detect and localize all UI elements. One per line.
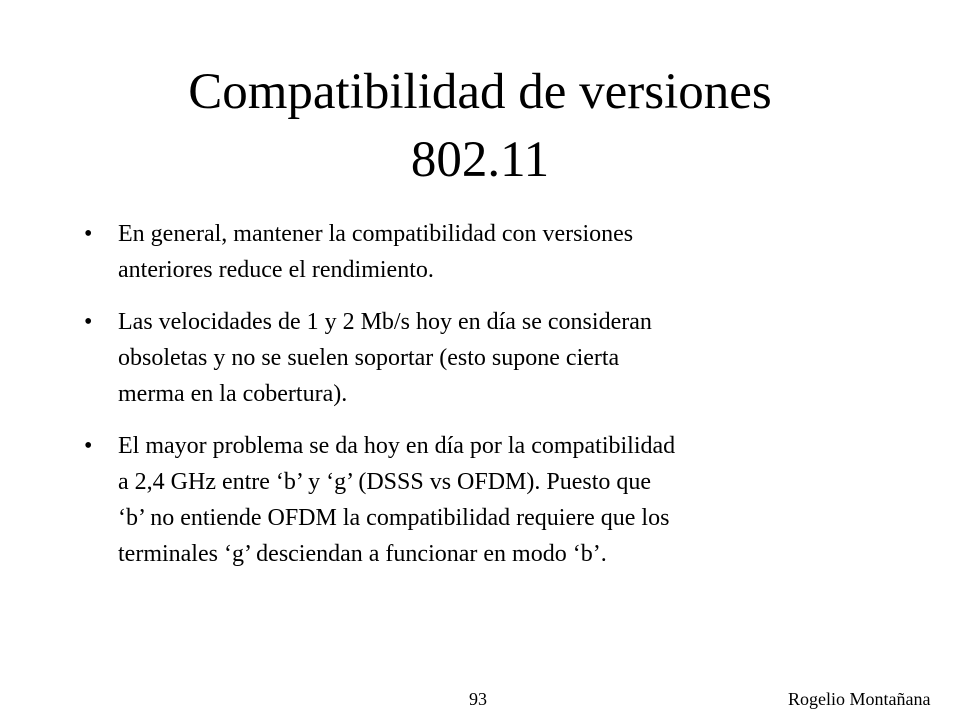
bullet-dot-icon: • (84, 309, 93, 335)
bullet-dot-icon: • (84, 433, 93, 459)
bullet-line: anteriores reduce el rendimiento. (118, 257, 434, 283)
bullet-line: ‘b’ no entiende OFDM la compatibilidad requiere que los (118, 505, 670, 531)
bullet-item (84, 304, 874, 412)
bullet-line: merma en la cobertura). (118, 381, 348, 407)
bullet-dot-icon: • (84, 221, 93, 247)
bullet-line: El mayor problema se da hoy en día por la compatibilidad (118, 433, 676, 459)
bullet-text (118, 216, 874, 288)
title-line: 802.11 (410, 132, 550, 188)
bullet-line: a 2,4 GHz entre ‘b’ y ‘g’ (DSSS vs OFDM). Puesto que (118, 469, 652, 495)
bullet-list (84, 216, 874, 588)
bullet-item (84, 216, 874, 288)
bullet-line: obsoletas y no se suelen soportar (esto supone cierta (118, 345, 620, 371)
title-line: Compatibilidad de versiones (188, 64, 772, 120)
bullet-line: terminales ‘g’ desciendan a funcionar en modo ‘b’. (118, 541, 607, 567)
bullet-item (84, 428, 874, 572)
slide-title (80, 58, 880, 194)
bullet-line: Las velocidades de 1 y 2 Mb/s hoy en día se consideran (118, 309, 652, 335)
bullet-line: En general, mantener la compatibilidad con versiones (118, 221, 634, 247)
bullet-text (118, 304, 874, 412)
footer-author: Rogelio Montañana (788, 689, 931, 709)
page-number: 93 (469, 689, 487, 709)
bullet-text (118, 428, 874, 572)
